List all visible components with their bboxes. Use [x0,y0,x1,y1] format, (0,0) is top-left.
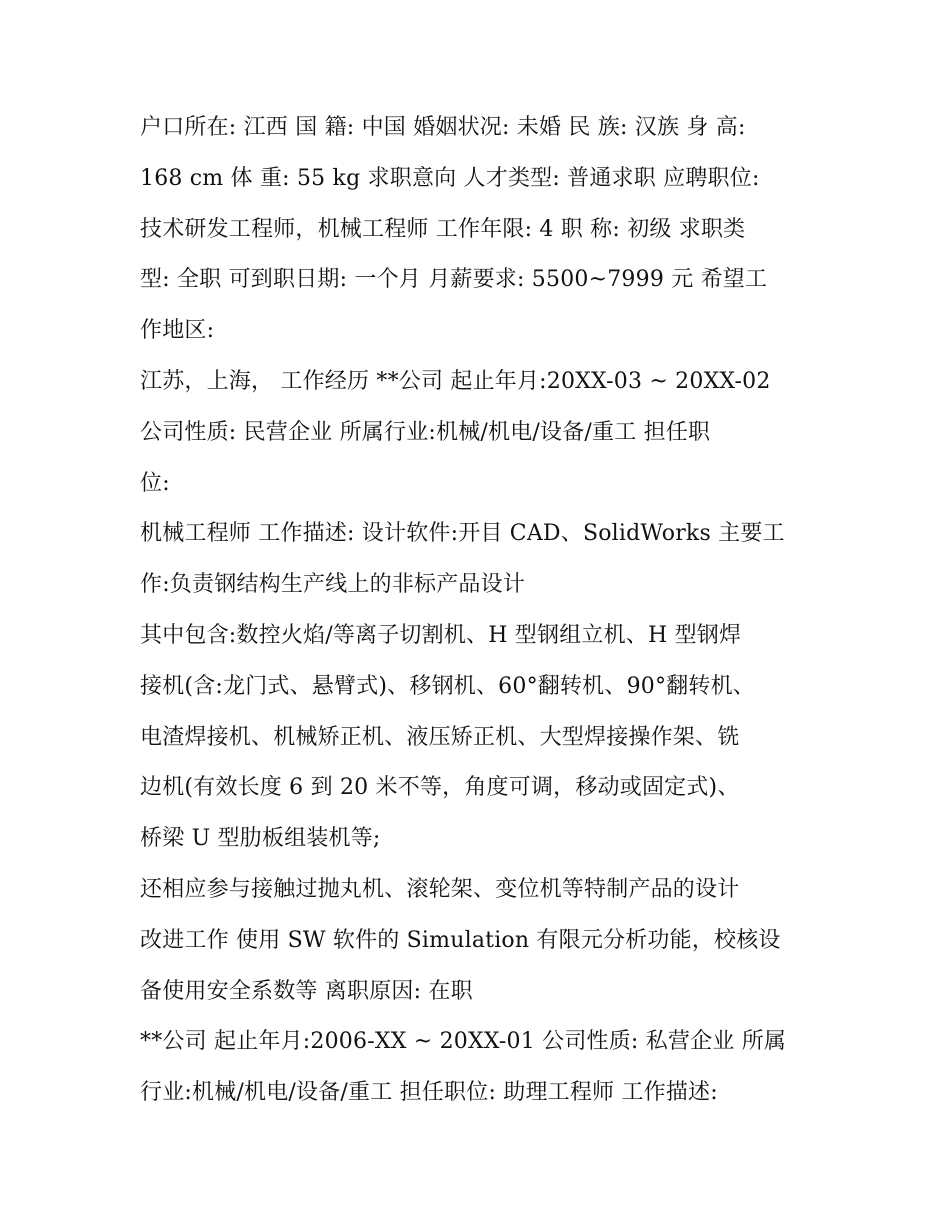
text-line: 机械工程师 工作描述: 设计软件:开目 CAD、SolidWorks 主要工 [140,521,785,547]
text-line: 公司性质: 民营企业 所属行业:机械/机电/设备/重工 担任职 [140,419,711,445]
text-line: 备使用安全系数等 离职原因: 在职 [140,978,473,1004]
text-line: 还相应参与接触过抛丸机、滚轮架、变位机等特制产品的设计 [140,876,740,902]
resume-text-body [140,103,820,1119]
text-line: **公司 起止年月:2006-XX ~ 20XX-01 公司性质: 私营企业 所属 [140,1029,787,1055]
text-line: 边机(有效长度 6 到 20 米不等，角度可调，移动或固定式)、 [140,775,740,801]
text-line: 作地区: [140,318,215,344]
text-line: 电渣焊接机、机械矫正机、液压矫正机、大型焊接操作架、铣 [140,724,740,750]
text-line: 桥梁 U 型肋板组装机等; [140,826,381,852]
text-line: 行业:机械/机电/设备/重工 担任职位: 助理工程师 工作描述: [140,1080,718,1106]
text-line: 接机(含:龙门式、悬臂式)、移钢机、60°翻转机、90°翻转机、 [140,673,755,699]
text-line: 改进工作 使用 SW 软件的 Simulation 有限元分析功能，校核设 [140,927,781,953]
text-line: 168 cm 体 重: 55 kg 求职意向 人才类型: 普通求职 应聘职位: [140,165,760,191]
text-line: 型: 全职 可到职日期: 一个月 月薪要求: 5500~7999 元 希望工 [140,267,768,293]
text-line: 户口所在: 江西 国 籍: 中国 婚姻状况: 未婚 民 族: 汉族 身 高: [140,115,746,140]
text-line: 作:负责钢结构生产线上的非标产品设计 [140,572,526,598]
text-line: 位: [140,470,170,496]
text-line: 技术研发工程师，机械工程师 工作年限: 4 职 称: 初级 求职类 [140,216,746,242]
text-line: 其中包含:数控火焰/等离子切割机、H 型钢组立机、H 型钢焊 [140,622,742,648]
text-line: 江苏，上海， 工作经历 **公司 起止年月:20XX-03 ~ 20XX-02 [140,368,771,394]
